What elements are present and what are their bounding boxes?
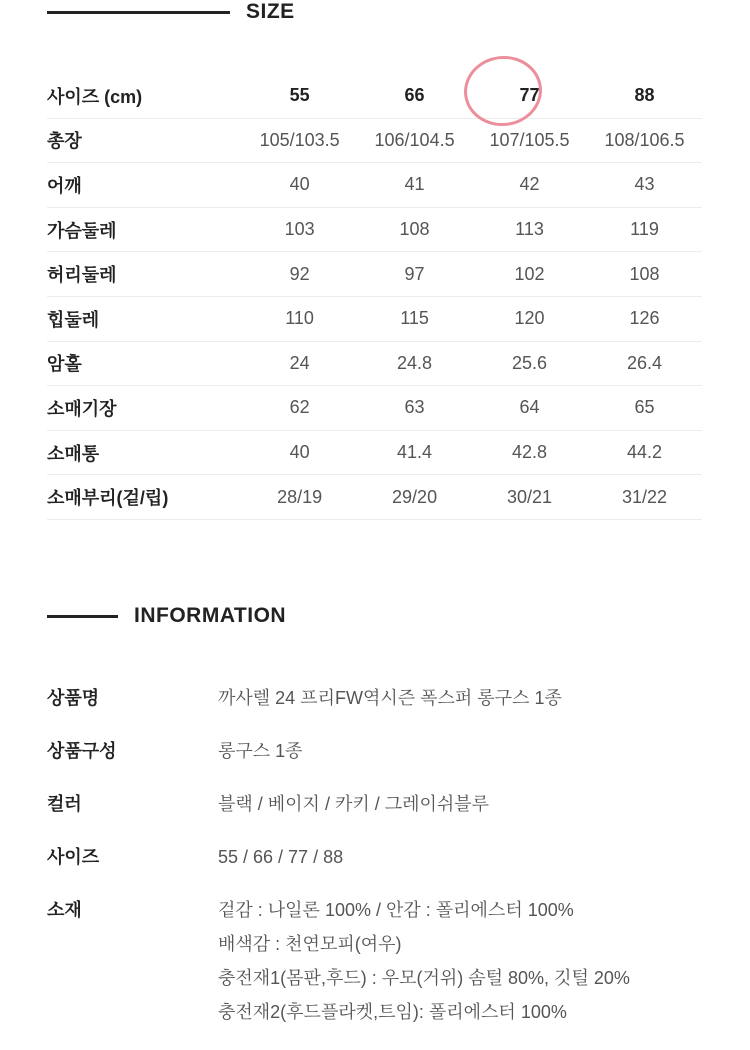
cell-value: 108/106.5 [587, 118, 702, 163]
cell-value: 108 [587, 252, 702, 297]
heading-rule [47, 615, 118, 618]
info-label: 소재 [47, 900, 82, 920]
info-value-line: 롱구스 1종 [218, 741, 303, 761]
row-label: 힙둘레 [47, 296, 242, 341]
info-row [47, 683, 707, 717]
info-value [218, 895, 630, 1031]
cell-value: 97 [357, 252, 472, 297]
cell-value: 31/22 [587, 475, 702, 520]
cell-value: 108 [357, 207, 472, 252]
size-header-55: 55 [242, 74, 357, 118]
cell-value: 26.4 [587, 341, 702, 386]
table-row [47, 296, 702, 341]
cell-value: 25.6 [472, 341, 587, 386]
cell-value: 64 [472, 386, 587, 431]
row-label: 총장 [47, 118, 242, 163]
cell-value: 103 [242, 207, 357, 252]
info-value-line: 블랙 / 베이지 / 카키 / 그레이쉬블루 [218, 794, 490, 814]
cell-value: 92 [242, 252, 357, 297]
table-row [47, 341, 702, 386]
row-label: 가슴둘레 [47, 207, 242, 252]
row-label: 소매기장 [47, 386, 242, 431]
cell-value: 28/19 [242, 475, 357, 520]
info-value [218, 789, 489, 823]
info-value-line: 배색감 : 천연모피(여우) [218, 934, 402, 954]
info-row [47, 895, 707, 1031]
table-row [47, 207, 702, 252]
cell-value: 43 [587, 163, 702, 208]
info-value [218, 683, 562, 717]
cell-value: 42.8 [472, 430, 587, 475]
cell-value: 119 [587, 207, 702, 252]
table-row [47, 118, 702, 163]
info-section-title: INFORMATION [134, 604, 287, 627]
cell-value: 24 [242, 341, 357, 386]
info-list [47, 683, 707, 1050]
cell-value: 24.8 [357, 341, 472, 386]
table-row [47, 252, 702, 297]
info-label: 사이즈 [47, 847, 100, 867]
info-label: 컬러 [47, 794, 82, 814]
table-row [47, 475, 702, 520]
info-value-line: 충전재1(몸판,후드) : 우모(거위) 솜털 80%, 깃털 20% [218, 968, 630, 988]
cell-value: 65 [587, 386, 702, 431]
info-value-line: 55 / 66 / 77 / 88 [218, 847, 344, 867]
cell-value: 40 [242, 163, 357, 208]
size-header-row [47, 74, 702, 118]
size-header-66: 66 [357, 74, 472, 118]
info-section-heading [47, 604, 286, 628]
table-row [47, 386, 702, 431]
cell-value: 30/21 [472, 475, 587, 520]
cell-value: 42 [472, 163, 587, 208]
info-value-line: 까사렐 24 프리FW역시즌 폭스퍼 롱구스 1종 [218, 688, 562, 708]
size-section-title: SIZE [246, 0, 295, 23]
row-label: 소매통 [47, 430, 242, 475]
row-label: 소매부리(겉/립) [47, 475, 242, 520]
info-value-line: 겉감 : 나일론 100% / 안감 : 폴리에스터 100% [218, 900, 574, 920]
info-value [218, 842, 343, 876]
cell-value: 41 [357, 163, 472, 208]
row-label: 허리둘레 [47, 252, 242, 297]
cell-value: 63 [357, 386, 472, 431]
size-table [47, 74, 702, 520]
info-row [47, 736, 707, 770]
size-section-heading [47, 0, 295, 24]
cell-value: 110 [242, 296, 357, 341]
cell-value: 41.4 [357, 430, 472, 475]
size-header-77: 77 [472, 74, 587, 118]
table-row [47, 163, 702, 208]
size-header-label: 사이즈 (cm) [47, 74, 242, 118]
cell-value: 40 [242, 430, 357, 475]
table-row [47, 430, 702, 475]
info-label: 상품구성 [47, 741, 117, 761]
cell-value: 126 [587, 296, 702, 341]
cell-value: 62 [242, 386, 357, 431]
cell-value: 113 [472, 207, 587, 252]
cell-value: 120 [472, 296, 587, 341]
cell-value: 106/104.5 [357, 118, 472, 163]
info-row [47, 789, 707, 823]
cell-value: 44.2 [587, 430, 702, 475]
cell-value: 105/103.5 [242, 118, 357, 163]
heading-rule [47, 11, 230, 14]
info-value-line: 충전재2(후드플라켓,트임): 폴리에스터 100% [218, 1002, 567, 1022]
info-label: 상품명 [47, 688, 100, 708]
cell-value: 115 [357, 296, 472, 341]
cell-value: 29/20 [357, 475, 472, 520]
size-header-88: 88 [587, 74, 702, 118]
cell-value: 102 [472, 252, 587, 297]
row-label: 암홀 [47, 341, 242, 386]
cell-value: 107/105.5 [472, 118, 587, 163]
info-value [218, 736, 303, 770]
info-row [47, 842, 707, 876]
row-label: 어깨 [47, 163, 242, 208]
